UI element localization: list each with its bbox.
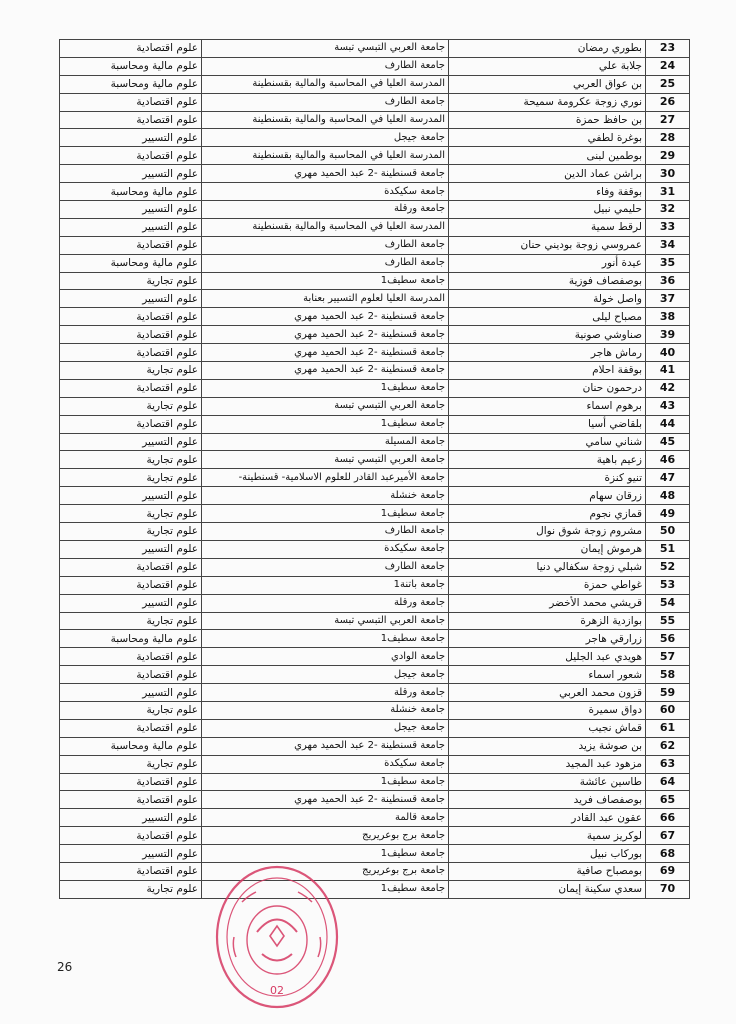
row-number-cell: 61: [646, 719, 690, 737]
table-row: [60, 540, 690, 558]
table-row: [60, 254, 690, 272]
specialty-cell: علوم تجارية: [60, 523, 202, 541]
row-number-cell: 25: [646, 75, 690, 93]
specialty-cell: علوم اقتصادية: [60, 773, 202, 791]
table-body: [60, 40, 690, 899]
specialty-cell: علوم التسيير: [60, 540, 202, 558]
table-row: [60, 183, 690, 201]
specialty-cell: علوم اقتصادية: [60, 40, 202, 58]
institution-cell: جامعة سكيكدة: [202, 540, 449, 558]
table-row: [60, 505, 690, 523]
table-row: [60, 165, 690, 183]
specialty-cell: علوم مالية ومحاسبة: [60, 254, 202, 272]
row-number-cell: 51: [646, 540, 690, 558]
name-cell: بن عواق العربي: [449, 75, 646, 93]
name-cell: تنيو كنزة: [449, 469, 646, 487]
row-number-cell: 66: [646, 809, 690, 827]
name-cell: زرقان سهام: [449, 487, 646, 505]
institution-cell: المدرسة العليا في المحاسبة والمالية بقسنطينة: [202, 218, 449, 236]
name-cell: براشن عماد الدين: [449, 165, 646, 183]
row-number-cell: 36: [646, 272, 690, 290]
institution-cell: جامعة الطارف: [202, 254, 449, 272]
institution-cell: جامعة الطارف: [202, 558, 449, 576]
table-row: [60, 469, 690, 487]
table-row: [60, 880, 690, 898]
name-cell: مشروم زوجة شوق نوال: [449, 523, 646, 541]
row-number-cell: 37: [646, 290, 690, 308]
table-row: [60, 630, 690, 648]
name-cell: جلابة علي: [449, 57, 646, 75]
institution-cell: جامعة سطيف1: [202, 630, 449, 648]
specialty-cell: علوم اقتصادية: [60, 827, 202, 845]
name-cell: شعور اسماء: [449, 666, 646, 684]
specialty-cell: علوم اقتصادية: [60, 147, 202, 165]
specialty-cell: علوم مالية ومحاسبة: [60, 183, 202, 201]
row-number-cell: 30: [646, 165, 690, 183]
name-cell: بن صوشة يزيد: [449, 737, 646, 755]
institution-cell: جامعة سطيف1: [202, 379, 449, 397]
table-row: [60, 40, 690, 58]
specialty-cell: علوم اقتصادية: [60, 576, 202, 594]
institution-cell: جامعة سطيف1: [202, 505, 449, 523]
name-cell: هرموش إيمان: [449, 540, 646, 558]
table-row: [60, 612, 690, 630]
table-row: [60, 523, 690, 541]
table-row: [60, 648, 690, 666]
specialty-cell: علوم التسيير: [60, 290, 202, 308]
table-row: [60, 57, 690, 75]
table-row: [60, 397, 690, 415]
institution-cell: جامعة خنشلة: [202, 487, 449, 505]
row-number-cell: 62: [646, 737, 690, 755]
table-row: [60, 129, 690, 147]
specialty-cell: علوم اقتصادية: [60, 666, 202, 684]
table-row: [60, 791, 690, 809]
name-cell: بوازدية الزهرة: [449, 612, 646, 630]
table-row: [60, 344, 690, 362]
row-number-cell: 39: [646, 326, 690, 344]
row-number-cell: 69: [646, 862, 690, 880]
row-number-cell: 49: [646, 505, 690, 523]
name-cell: مزهود عبد المجيد: [449, 755, 646, 773]
table-row: [60, 290, 690, 308]
row-number-cell: 65: [646, 791, 690, 809]
row-number-cell: 45: [646, 433, 690, 451]
table-row: [60, 594, 690, 612]
institution-cell: جامعة سطيف1: [202, 415, 449, 433]
name-cell: بوصفصاف فريد: [449, 791, 646, 809]
official-seal-stamp: [212, 862, 342, 1012]
name-cell: حليمي نبيل: [449, 201, 646, 219]
specialty-cell: علوم اقتصادية: [60, 236, 202, 254]
row-number-cell: 42: [646, 379, 690, 397]
name-cell: شبلي زوجة سكفالي دنيا: [449, 558, 646, 576]
specialty-cell: علوم تجارية: [60, 397, 202, 415]
name-cell: غواطي حمزة: [449, 576, 646, 594]
name-cell: قريشي محمد الأخضر: [449, 594, 646, 612]
row-number-cell: 48: [646, 487, 690, 505]
specialty-cell: علوم تجارية: [60, 612, 202, 630]
name-cell: درحمون حنان: [449, 379, 646, 397]
name-cell: بوطمين لبنى: [449, 147, 646, 165]
table-row: [60, 326, 690, 344]
row-number-cell: 46: [646, 451, 690, 469]
institution-cell: جامعة سكيكدة: [202, 183, 449, 201]
name-cell: لوكريز سمية: [449, 827, 646, 845]
specialty-cell: علوم اقتصادية: [60, 862, 202, 880]
specialty-cell: علوم تجارية: [60, 755, 202, 773]
specialty-cell: علوم مالية ومحاسبة: [60, 737, 202, 755]
institution-cell: المدرسة العليا في المحاسبة والمالية بقسنطينة: [202, 147, 449, 165]
table-row: [60, 201, 690, 219]
institution-cell: جامعة المسيلة: [202, 433, 449, 451]
row-number-cell: 70: [646, 880, 690, 898]
row-number-cell: 47: [646, 469, 690, 487]
specialty-cell: علوم اقتصادية: [60, 326, 202, 344]
row-number-cell: 23: [646, 40, 690, 58]
institution-cell: جامعة قسنطينة -2 عبد الحميد مهري: [202, 362, 449, 380]
row-number-cell: 54: [646, 594, 690, 612]
table-row: [60, 666, 690, 684]
name-cell: بلقاضي أسيا: [449, 415, 646, 433]
name-cell: طاسين عائشة: [449, 773, 646, 791]
name-cell: قماش نجيب: [449, 719, 646, 737]
row-number-cell: 27: [646, 111, 690, 129]
table-row: [60, 93, 690, 111]
row-number-cell: 32: [646, 201, 690, 219]
table-row: [60, 701, 690, 719]
institution-cell: جامعة قسنطينة -2 عبد الحميد مهري: [202, 326, 449, 344]
row-number-cell: 28: [646, 129, 690, 147]
name-cell: بوقفة احلام: [449, 362, 646, 380]
row-number-cell: 68: [646, 845, 690, 863]
name-cell: بوركاب نبيل: [449, 845, 646, 863]
table-row: [60, 433, 690, 451]
table-row: [60, 218, 690, 236]
institution-cell: جامعة العربي التبسي تبسة: [202, 397, 449, 415]
institution-cell: جامعة الطارف: [202, 236, 449, 254]
table-row: [60, 308, 690, 326]
institution-cell: جامعة سطيف1: [202, 272, 449, 290]
institution-cell: جامعة قسنطينة -2 عبد الحميد مهري: [202, 308, 449, 326]
row-number-cell: 67: [646, 827, 690, 845]
row-number-cell: 50: [646, 523, 690, 541]
row-number-cell: 31: [646, 183, 690, 201]
institution-cell: جامعة العربي التبسي تبسة: [202, 612, 449, 630]
row-number-cell: 41: [646, 362, 690, 380]
name-cell: بومصباح صافية: [449, 862, 646, 880]
institution-cell: جامعة العربي التبسي تبسة: [202, 451, 449, 469]
institution-cell: جامعة خنشلة: [202, 701, 449, 719]
specialty-cell: علوم تجارية: [60, 505, 202, 523]
name-cell: شناني سامي: [449, 433, 646, 451]
table-row: [60, 684, 690, 702]
name-cell: صناوشي صونية: [449, 326, 646, 344]
row-number-cell: 63: [646, 755, 690, 773]
specialty-cell: علوم التسيير: [60, 165, 202, 183]
institution-cell: جامعة ورقلة: [202, 684, 449, 702]
row-number-cell: 60: [646, 701, 690, 719]
institution-cell: جامعة جيجل: [202, 719, 449, 737]
table-row: [60, 75, 690, 93]
name-cell: نوري زوجة عكرومة سميحة: [449, 93, 646, 111]
specialty-cell: علوم تجارية: [60, 701, 202, 719]
specialty-cell: علوم اقتصادية: [60, 111, 202, 129]
name-cell: بن حافظ حمزة: [449, 111, 646, 129]
specialty-cell: علوم التسيير: [60, 129, 202, 147]
row-number-cell: 29: [646, 147, 690, 165]
table-row: [60, 755, 690, 773]
specialty-cell: علوم اقتصادية: [60, 648, 202, 666]
specialty-cell: علوم اقتصادية: [60, 308, 202, 326]
row-number-cell: 55: [646, 612, 690, 630]
row-number-cell: 64: [646, 773, 690, 791]
name-cell: بطوري رمضان: [449, 40, 646, 58]
row-number-cell: 58: [646, 666, 690, 684]
table-row: [60, 719, 690, 737]
row-number-cell: 40: [646, 344, 690, 362]
candidates-table: [59, 39, 690, 899]
specialty-cell: علوم تجارية: [60, 362, 202, 380]
name-cell: بوغرة لطفي: [449, 129, 646, 147]
table-row: [60, 147, 690, 165]
institution-cell: جامعة قالمة: [202, 809, 449, 827]
specialty-cell: علوم تجارية: [60, 272, 202, 290]
name-cell: زرارقي هاجر: [449, 630, 646, 648]
specialty-cell: علوم اقتصادية: [60, 93, 202, 111]
name-cell: زعيم باهية: [449, 451, 646, 469]
row-number-cell: 44: [646, 415, 690, 433]
name-cell: لرقط سمية: [449, 218, 646, 236]
name-cell: قزون محمد العربي: [449, 684, 646, 702]
institution-cell: جامعة الوادي: [202, 648, 449, 666]
specialty-cell: علوم التسيير: [60, 433, 202, 451]
institution-cell: جامعة الطارف: [202, 93, 449, 111]
table-row: [60, 862, 690, 880]
specialty-cell: علوم التسيير: [60, 684, 202, 702]
table-row: [60, 487, 690, 505]
table-row: [60, 576, 690, 594]
specialty-cell: علوم اقتصادية: [60, 558, 202, 576]
table-row: [60, 773, 690, 791]
institution-cell: جامعة سطيف1: [202, 880, 449, 898]
table-row: [60, 737, 690, 755]
row-number-cell: 34: [646, 236, 690, 254]
table-row: [60, 845, 690, 863]
institution-cell: جامعة سطيف1: [202, 773, 449, 791]
institution-cell: جامعة الأميرعبد القادر للعلوم الاسلامية- قسنطينة-: [202, 469, 449, 487]
name-cell: دواق سميرة: [449, 701, 646, 719]
institution-cell: المدرسة العليا لعلوم التسيير بعنابة: [202, 290, 449, 308]
name-cell: عقون عبد القادر: [449, 809, 646, 827]
seal-number: 02: [270, 984, 284, 997]
row-number-cell: 57: [646, 648, 690, 666]
specialty-cell: علوم مالية ومحاسبة: [60, 57, 202, 75]
table-row: [60, 809, 690, 827]
row-number-cell: 35: [646, 254, 690, 272]
specialty-cell: علوم اقتصادية: [60, 415, 202, 433]
row-number-cell: 56: [646, 630, 690, 648]
institution-cell: جامعة سطيف1: [202, 845, 449, 863]
name-cell: عمروسي زوجة بوديني حنان: [449, 236, 646, 254]
institution-cell: جامعة قسنطينة -2 عبد الحميد مهري: [202, 791, 449, 809]
institution-cell: جامعة الطارف: [202, 523, 449, 541]
name-cell: بوقفة وفاء: [449, 183, 646, 201]
table-row: [60, 272, 690, 290]
institution-cell: المدرسة العليا في المحاسبة والمالية بقسنطينة: [202, 75, 449, 93]
row-number-cell: 59: [646, 684, 690, 702]
row-number-cell: 24: [646, 57, 690, 75]
table-row: [60, 362, 690, 380]
table-row: [60, 827, 690, 845]
institution-cell: جامعة قسنطينة -2 عبد الحميد مهري: [202, 344, 449, 362]
institution-cell: جامعة باتنة1: [202, 576, 449, 594]
institution-cell: جامعة ورقلة: [202, 594, 449, 612]
row-number-cell: 52: [646, 558, 690, 576]
institution-cell: جامعة ورقلة: [202, 201, 449, 219]
specialty-cell: علوم مالية ومحاسبة: [60, 630, 202, 648]
institution-cell: جامعة برج بوعريريج: [202, 827, 449, 845]
institution-cell: جامعة جيجل: [202, 129, 449, 147]
table-row: [60, 379, 690, 397]
specialty-cell: علوم التسيير: [60, 201, 202, 219]
name-cell: واصل خولة: [449, 290, 646, 308]
name-cell: سعدي سكينة إيمان: [449, 880, 646, 898]
row-number-cell: 33: [646, 218, 690, 236]
table-row: [60, 111, 690, 129]
specialty-cell: علوم تجارية: [60, 451, 202, 469]
table-row: [60, 236, 690, 254]
name-cell: هويدي عبد الجليل: [449, 648, 646, 666]
specialty-cell: علوم التسيير: [60, 809, 202, 827]
institution-cell: جامعة برج بوعريريج: [202, 862, 449, 880]
page-number: 26: [57, 960, 73, 974]
specialty-cell: علوم تجارية: [60, 880, 202, 898]
name-cell: برهوم اسماء: [449, 397, 646, 415]
name-cell: مصباح ليلى: [449, 308, 646, 326]
table-row: [60, 415, 690, 433]
name-cell: رماش هاجر: [449, 344, 646, 362]
name-cell: بوصفصاف فوزية: [449, 272, 646, 290]
institution-cell: جامعة قسنطينة -2 عبد الحميد مهري: [202, 737, 449, 755]
specialty-cell: علوم مالية ومحاسبة: [60, 75, 202, 93]
institution-cell: جامعة سكيكدة: [202, 755, 449, 773]
table-row: [60, 558, 690, 576]
institution-cell: جامعة جيجل: [202, 666, 449, 684]
specialty-cell: علوم اقتصادية: [60, 344, 202, 362]
specialty-cell: علوم التسيير: [60, 218, 202, 236]
table-row: [60, 451, 690, 469]
specialty-cell: علوم تجارية: [60, 469, 202, 487]
specialty-cell: علوم اقتصادية: [60, 791, 202, 809]
specialty-cell: علوم اقتصادية: [60, 719, 202, 737]
institution-cell: جامعة الطارف: [202, 57, 449, 75]
row-number-cell: 38: [646, 308, 690, 326]
row-number-cell: 26: [646, 93, 690, 111]
specialty-cell: علوم التسيير: [60, 487, 202, 505]
row-number-cell: 53: [646, 576, 690, 594]
institution-cell: جامعة قسنطينة -2 عبد الحميد مهري: [202, 165, 449, 183]
institution-cell: جامعة العربي التبسي تبسة: [202, 40, 449, 58]
name-cell: عيدة أنور: [449, 254, 646, 272]
name-cell: قمازي نجوم: [449, 505, 646, 523]
specialty-cell: علوم التسيير: [60, 594, 202, 612]
specialty-cell: علوم التسيير: [60, 845, 202, 863]
specialty-cell: علوم اقتصادية: [60, 379, 202, 397]
row-number-cell: 43: [646, 397, 690, 415]
institution-cell: المدرسة العليا في المحاسبة والمالية بقسنطينة: [202, 111, 449, 129]
